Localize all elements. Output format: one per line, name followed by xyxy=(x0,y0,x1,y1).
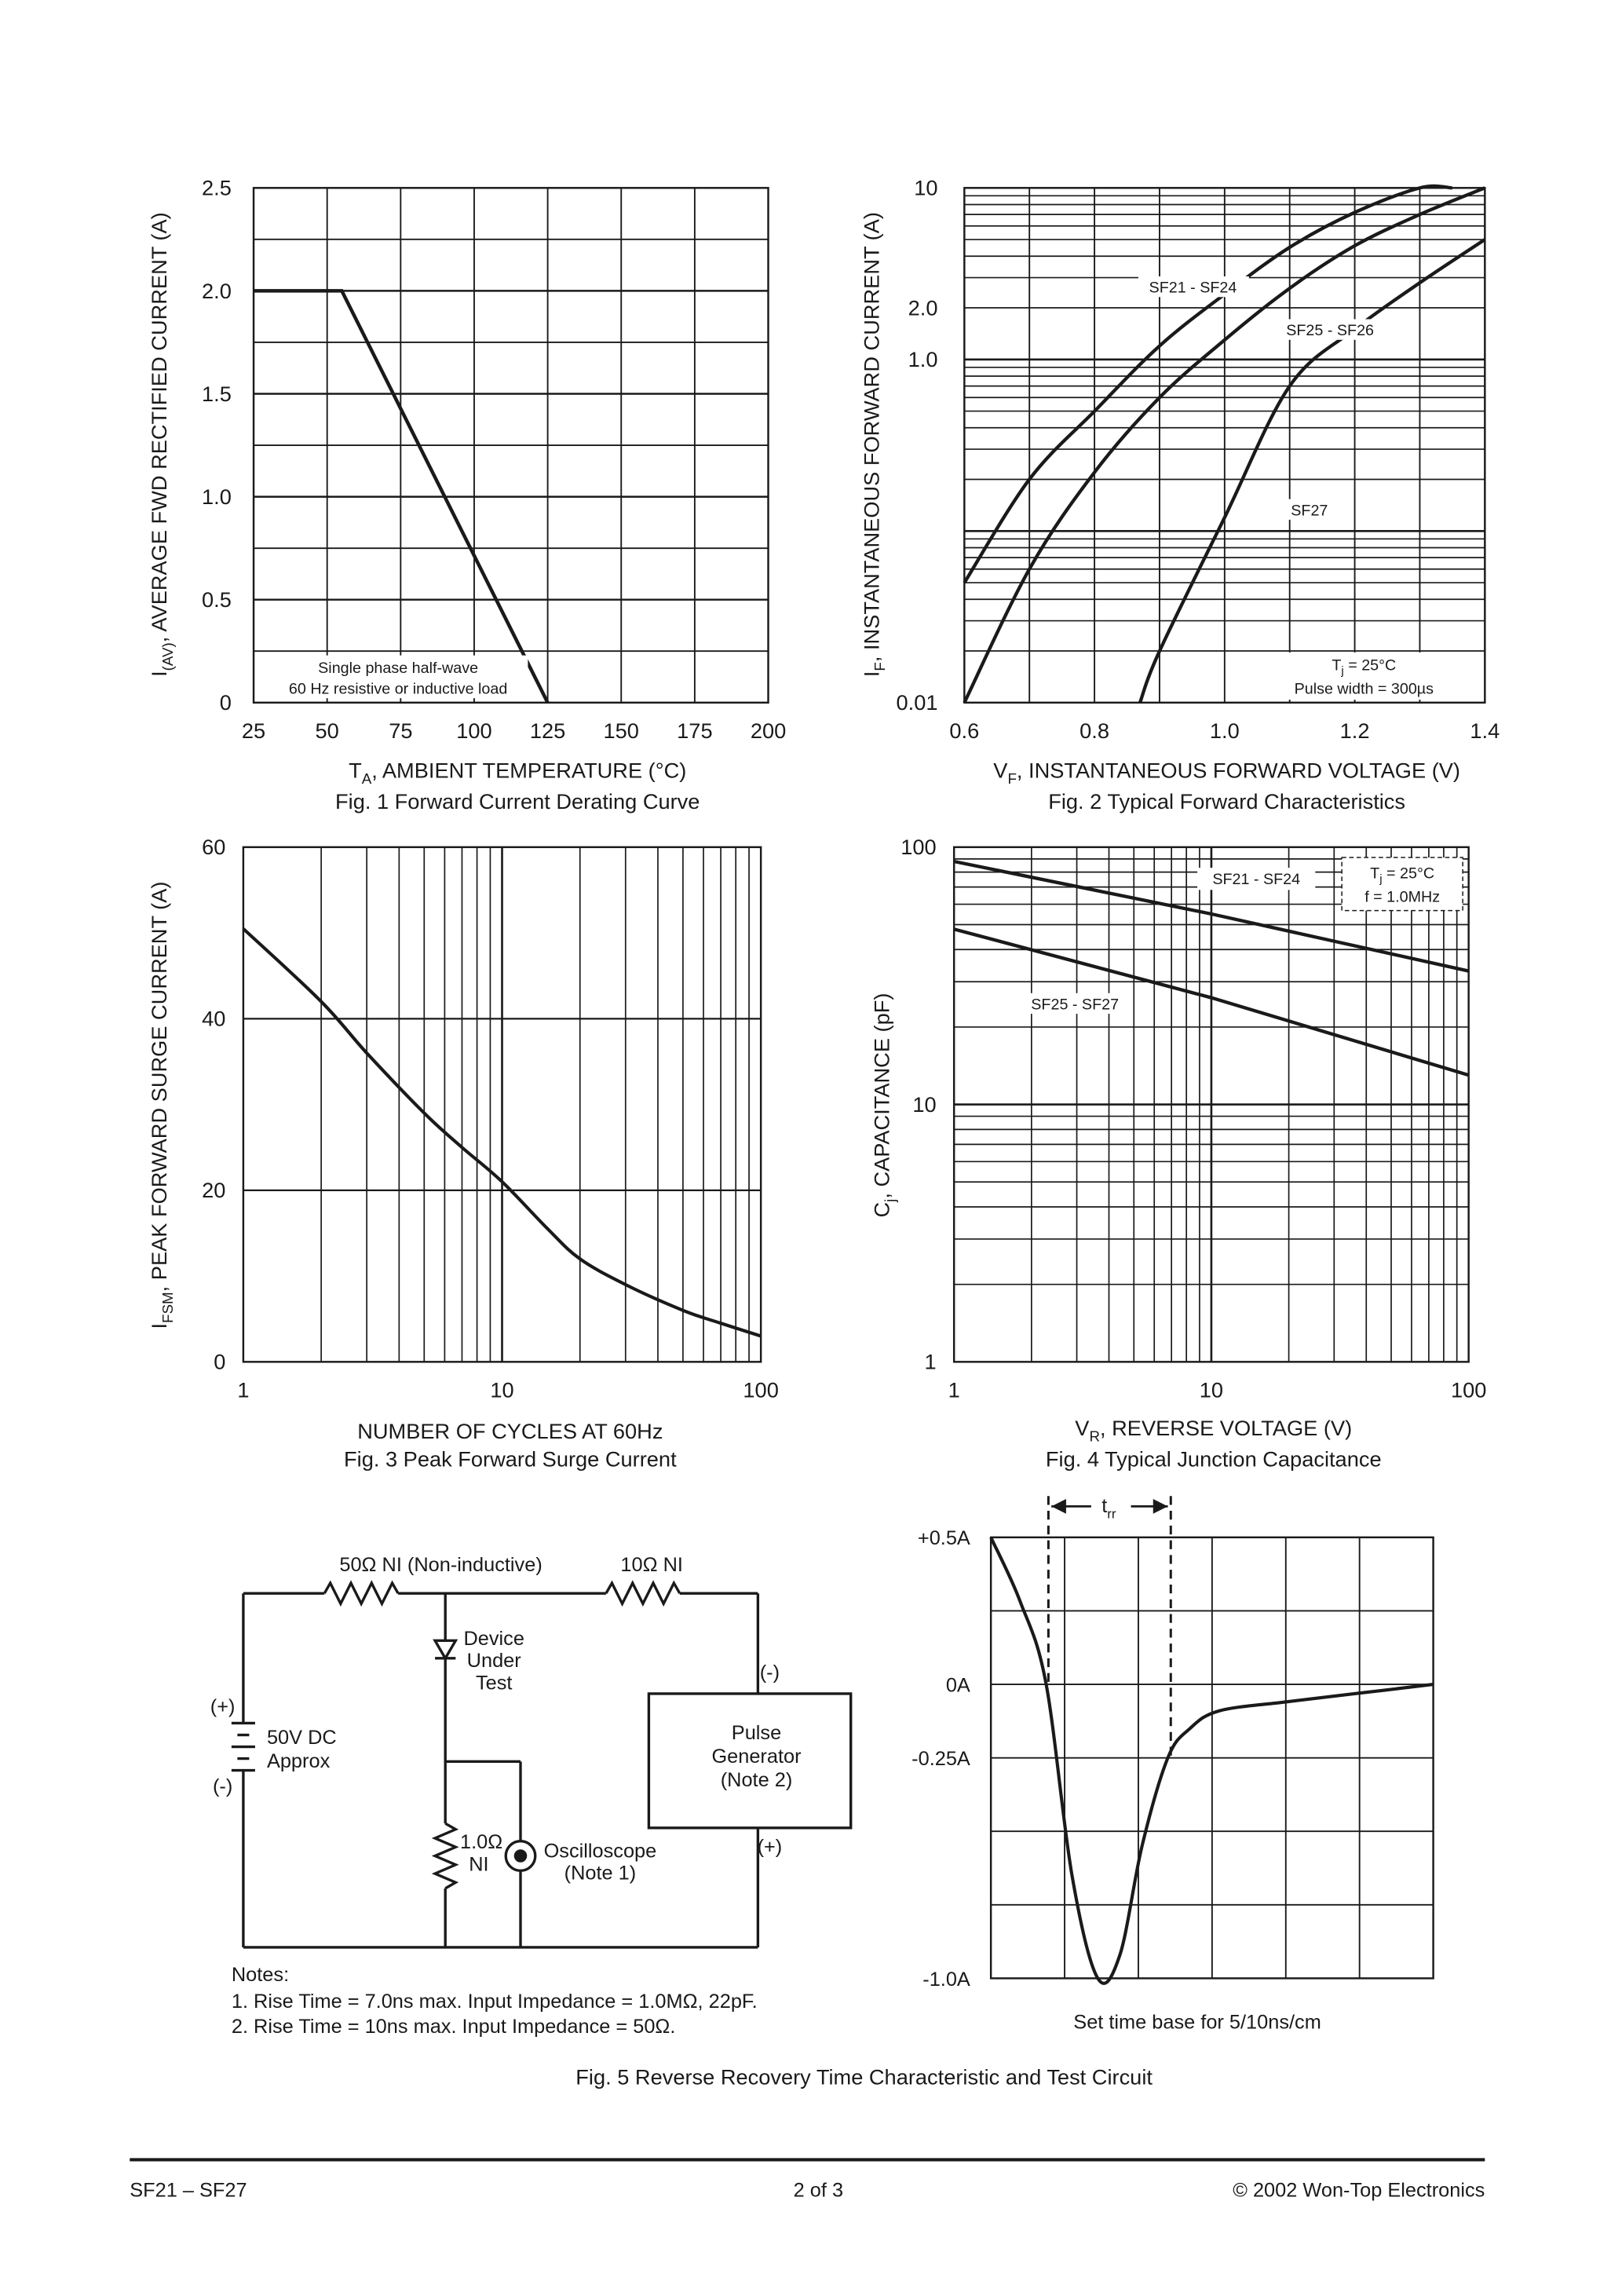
fig5-y-tick-label: -1.0A xyxy=(922,1968,970,1991)
fig1-x-tick-label: 50 xyxy=(315,718,339,743)
fig2-x-tick-label: 1.4 xyxy=(1470,718,1500,743)
generator-minus-label: (-) xyxy=(759,1662,780,1684)
fig2-x-axis-label: $V_F$, INSTANTANEOUS FORWARD VOLTAGE (V) xyxy=(993,758,1460,788)
fig2-series-label-sf21-sf24: SF21 - SF24 xyxy=(1149,279,1237,297)
fig1-x-tick-label: 75 xyxy=(389,718,413,743)
fig5-time-base-label: Set time base for 5/10ns/cm xyxy=(1073,2011,1321,2034)
generator-label-line3: (Note 2) xyxy=(720,1769,793,1792)
trr-label: $t_{rr}$ xyxy=(1101,1494,1116,1522)
fig2-annotation-pulse: Pulse width = 300µs xyxy=(1294,680,1434,698)
fig2-y-tick-label: 2.0 xyxy=(908,295,938,320)
fig1-x-axis-label: $T_A$, AMBIENT TEMPERATURE (°C) xyxy=(349,758,687,788)
fig3-y-tick-label: 20 xyxy=(202,1178,226,1203)
r2-label: 10Ω NI xyxy=(620,1554,683,1577)
fig1-annotation-line2: 60 Hz resistive or inductive load xyxy=(288,680,508,698)
fig5-caption: Fig. 5 Reverse Recovery Time Characteristic and Test Circuit xyxy=(575,2064,1153,2089)
scope-label-line2: (Note 1) xyxy=(564,1862,637,1885)
footer-copyright: © 2002 Won-Top Electronics xyxy=(1233,2179,1485,2202)
fig3-x-tick-label: 100 xyxy=(743,1377,779,1402)
fig5-y-tick-label: 0A xyxy=(945,1674,970,1697)
fig3-x-tick-label: 1 xyxy=(237,1377,250,1402)
battery-label-line1: 50V DC xyxy=(266,1726,337,1749)
fig2-series-label-sf27: SF27 xyxy=(1291,502,1328,520)
fig1-x-tick-label: 175 xyxy=(677,718,713,743)
fig1-x-tick-label: 150 xyxy=(603,718,639,743)
fig3-y-axis-label: $I_{FSM}$, PEAK FORWARD SURGE CURRENT (A) xyxy=(147,881,176,1329)
fig1-x-tick-label: 125 xyxy=(529,718,566,743)
fig2-series-label-sf25-sf26: SF25 - SF26 xyxy=(1286,322,1375,340)
battery-minus-label: (-) xyxy=(212,1775,233,1797)
fig4-series-label-sf25-sf27: SF25 - SF27 xyxy=(1031,996,1120,1014)
fig4-y-tick-label: 100 xyxy=(901,835,937,860)
fig2-x-tick-label: 1.0 xyxy=(1209,718,1240,743)
notes-title: Notes: xyxy=(231,1964,290,1987)
fig1-y-tick-label: 1.5 xyxy=(202,381,232,406)
fig4-annotation-tj: $T_j = 25^\circ C$ xyxy=(1370,865,1435,886)
generator-plus-label: (+) xyxy=(757,1835,783,1858)
fig3-x-tick-label: 10 xyxy=(490,1377,514,1402)
fig3-y-tick-label: 60 xyxy=(202,835,226,860)
fig1-y-tick-label: 0.5 xyxy=(202,587,232,612)
fig3-x-axis-label: NUMBER OF CYCLES AT 60Hz xyxy=(357,1419,663,1444)
fig4-y-axis-label: $C_j$, CAPACITANCE (pF) xyxy=(869,993,899,1218)
fig1-caption: Fig. 1 Forward Current Derating Curve xyxy=(335,789,700,814)
fig2-annotation-tj: $T_j = 25^\circ C$ xyxy=(1332,656,1397,678)
fig2-x-tick-label: 0.8 xyxy=(1080,718,1110,743)
r3-label-line1: 1.0Ω xyxy=(459,1831,503,1854)
fig4-x-axis-label: $V_R$, REVERSE VOLTAGE (V) xyxy=(1075,1416,1353,1445)
fig2-caption: Fig. 2 Typical Forward Characteristics xyxy=(1048,789,1406,814)
note-1: 1. Rise Time = 7.0ns max. Input Impedance = 1.0MΩ, 22pF. xyxy=(231,1990,758,2013)
fig4-caption: Fig. 4 Typical Junction Capacitance xyxy=(1045,1446,1382,1472)
fig2-y-tick-label: 10 xyxy=(914,175,938,200)
fig2-x-tick-label: 1.2 xyxy=(1339,718,1370,743)
fig2-y-tick-label: 1.0 xyxy=(908,347,938,372)
fig1-y-tick-label: 0 xyxy=(219,690,232,715)
battery-label-line2: Approx xyxy=(266,1749,331,1772)
note-2: 2. Rise Time = 10ns max. Input Impedance = 50Ω. xyxy=(231,2015,676,2038)
dut-label-line2: Under xyxy=(466,1650,521,1673)
dut-label-line1: Device xyxy=(463,1627,524,1650)
footer-page-number: 2 of 3 xyxy=(793,2179,844,2202)
fig1-x-tick-label: 25 xyxy=(241,718,266,743)
fig4-annotation-freq: f = 1.0MHz xyxy=(1364,888,1441,906)
fig4-series-label-sf21-sf24: SF21 - SF24 xyxy=(1212,870,1301,888)
fig2-x-tick-label: 0.6 xyxy=(949,718,980,743)
fig4-x-tick-label: 10 xyxy=(1199,1377,1224,1402)
fig1-y-tick-label: 2.5 xyxy=(202,175,232,200)
fig5-y-tick-label: -0.25A xyxy=(911,1748,970,1771)
scope-label-line1: Oscilloscope xyxy=(543,1840,657,1863)
generator-label-line2: Generator xyxy=(711,1746,802,1768)
fig3-y-tick-label: 0 xyxy=(214,1349,226,1374)
fig1-y-tick-label: 2.0 xyxy=(202,278,232,303)
r3-label-line2: NI xyxy=(469,1853,489,1876)
fig4-x-tick-label: 1 xyxy=(948,1377,960,1402)
fig5-y-tick-label: +0.5A xyxy=(917,1527,970,1550)
dut-label-line3: Test xyxy=(475,1672,513,1695)
fig1-x-tick-label: 200 xyxy=(750,718,787,743)
r1-label: 50Ω NI (Non-inductive) xyxy=(339,1554,542,1577)
fig1-annotation-line1: Single phase half-wave xyxy=(318,660,479,678)
generator-label-line1: Pulse xyxy=(731,1722,782,1745)
fig4-y-tick-label: 10 xyxy=(912,1091,937,1117)
fig3-y-tick-label: 40 xyxy=(202,1006,226,1031)
fig3-caption: Fig. 3 Peak Forward Surge Current xyxy=(344,1446,677,1472)
battery-plus-label: (+) xyxy=(210,1695,236,1718)
fig2-y-axis-label: $I_F$, INSTANTANEOUS FORWARD CURRENT (A) xyxy=(859,212,888,678)
fig1-y-tick-label: 1.0 xyxy=(202,484,232,509)
fig1-x-tick-label: 100 xyxy=(456,718,492,743)
footer-part-number: SF21 – SF27 xyxy=(130,2179,247,2202)
fig1-y-axis-label: $I_{(AV)}$, AVERAGE FWD RECTIFIED CURRENT (A) xyxy=(147,212,176,677)
fig4-x-tick-label: 100 xyxy=(1450,1377,1487,1402)
fig2-y-tick-label: 0.01 xyxy=(896,690,938,715)
fig4-y-tick-label: 1 xyxy=(924,1349,937,1374)
